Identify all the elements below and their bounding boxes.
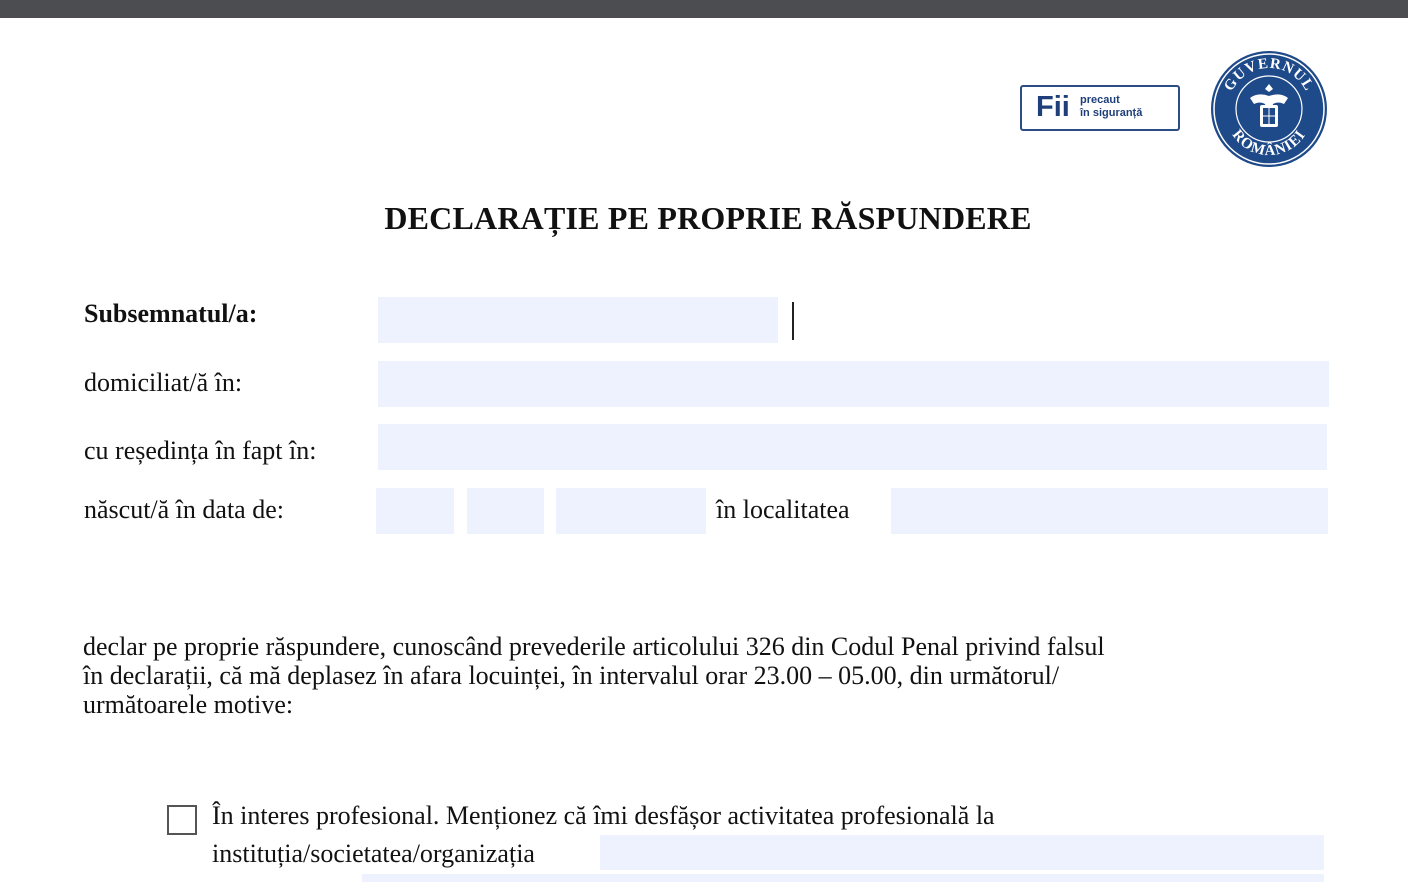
fii-precaut-logo [1020, 85, 1180, 131]
professional-interest-checkbox[interactable] [167, 805, 197, 835]
professional-option-line-2: instituția/societatea/organizația [212, 839, 535, 868]
declaration-line-1: declar pe proprie răspundere, cunoscând prevederile articolului 326 din Codul Penal privind falsul [83, 632, 1105, 661]
svg-text:GUVERNUL: GUVERNUL [1221, 55, 1317, 95]
birth-month-field[interactable] [467, 488, 544, 534]
domicile-field[interactable] [378, 361, 1329, 407]
text-cursor [792, 302, 794, 340]
next-field-partial[interactable] [362, 874, 1324, 882]
document-title: DECLARAȚIE PE PROPRIE RĂSPUNDERE [384, 200, 1032, 236]
name-field[interactable] [378, 297, 778, 343]
name-label: Subsemnatul/a: [84, 299, 258, 328]
viewer-top-bar [0, 0, 1408, 18]
residence-label: cu reședința în fapt în: [84, 436, 317, 465]
birth-date-label: născut/ă în data de: [84, 495, 284, 524]
birth-day-field[interactable] [376, 488, 454, 534]
svg-text:ROMÂNIEI: ROMÂNIEI [1228, 126, 1310, 160]
logo-subtitle-line1: precaut [1080, 94, 1120, 106]
birth-year-field[interactable] [556, 488, 706, 534]
organization-field[interactable] [600, 835, 1324, 870]
declaration-line-2: în declarații, că mă deplasez în afara locuinței, în intervalul orar 23.00 – 05.00, din următorul/ [83, 661, 1060, 690]
logo-subtitle [1080, 94, 1142, 120]
logo-fii-text: Fii [1036, 91, 1070, 123]
domicile-label: domiciliat/ă în: [84, 368, 243, 397]
declaration-line-3: următoarele motive: [83, 690, 294, 719]
logo-subtitle-line2: în siguranță [1080, 107, 1143, 119]
birth-locality-field[interactable] [891, 488, 1328, 534]
government-seal-icon [1210, 50, 1328, 168]
professional-option-line-1: În interes profesional. Menționez că îmi desfășor activitatea profesională la [212, 801, 995, 830]
locality-label: în localitatea [716, 495, 850, 524]
residence-field[interactable] [378, 424, 1327, 470]
declaration-paragraph [83, 632, 1283, 719]
